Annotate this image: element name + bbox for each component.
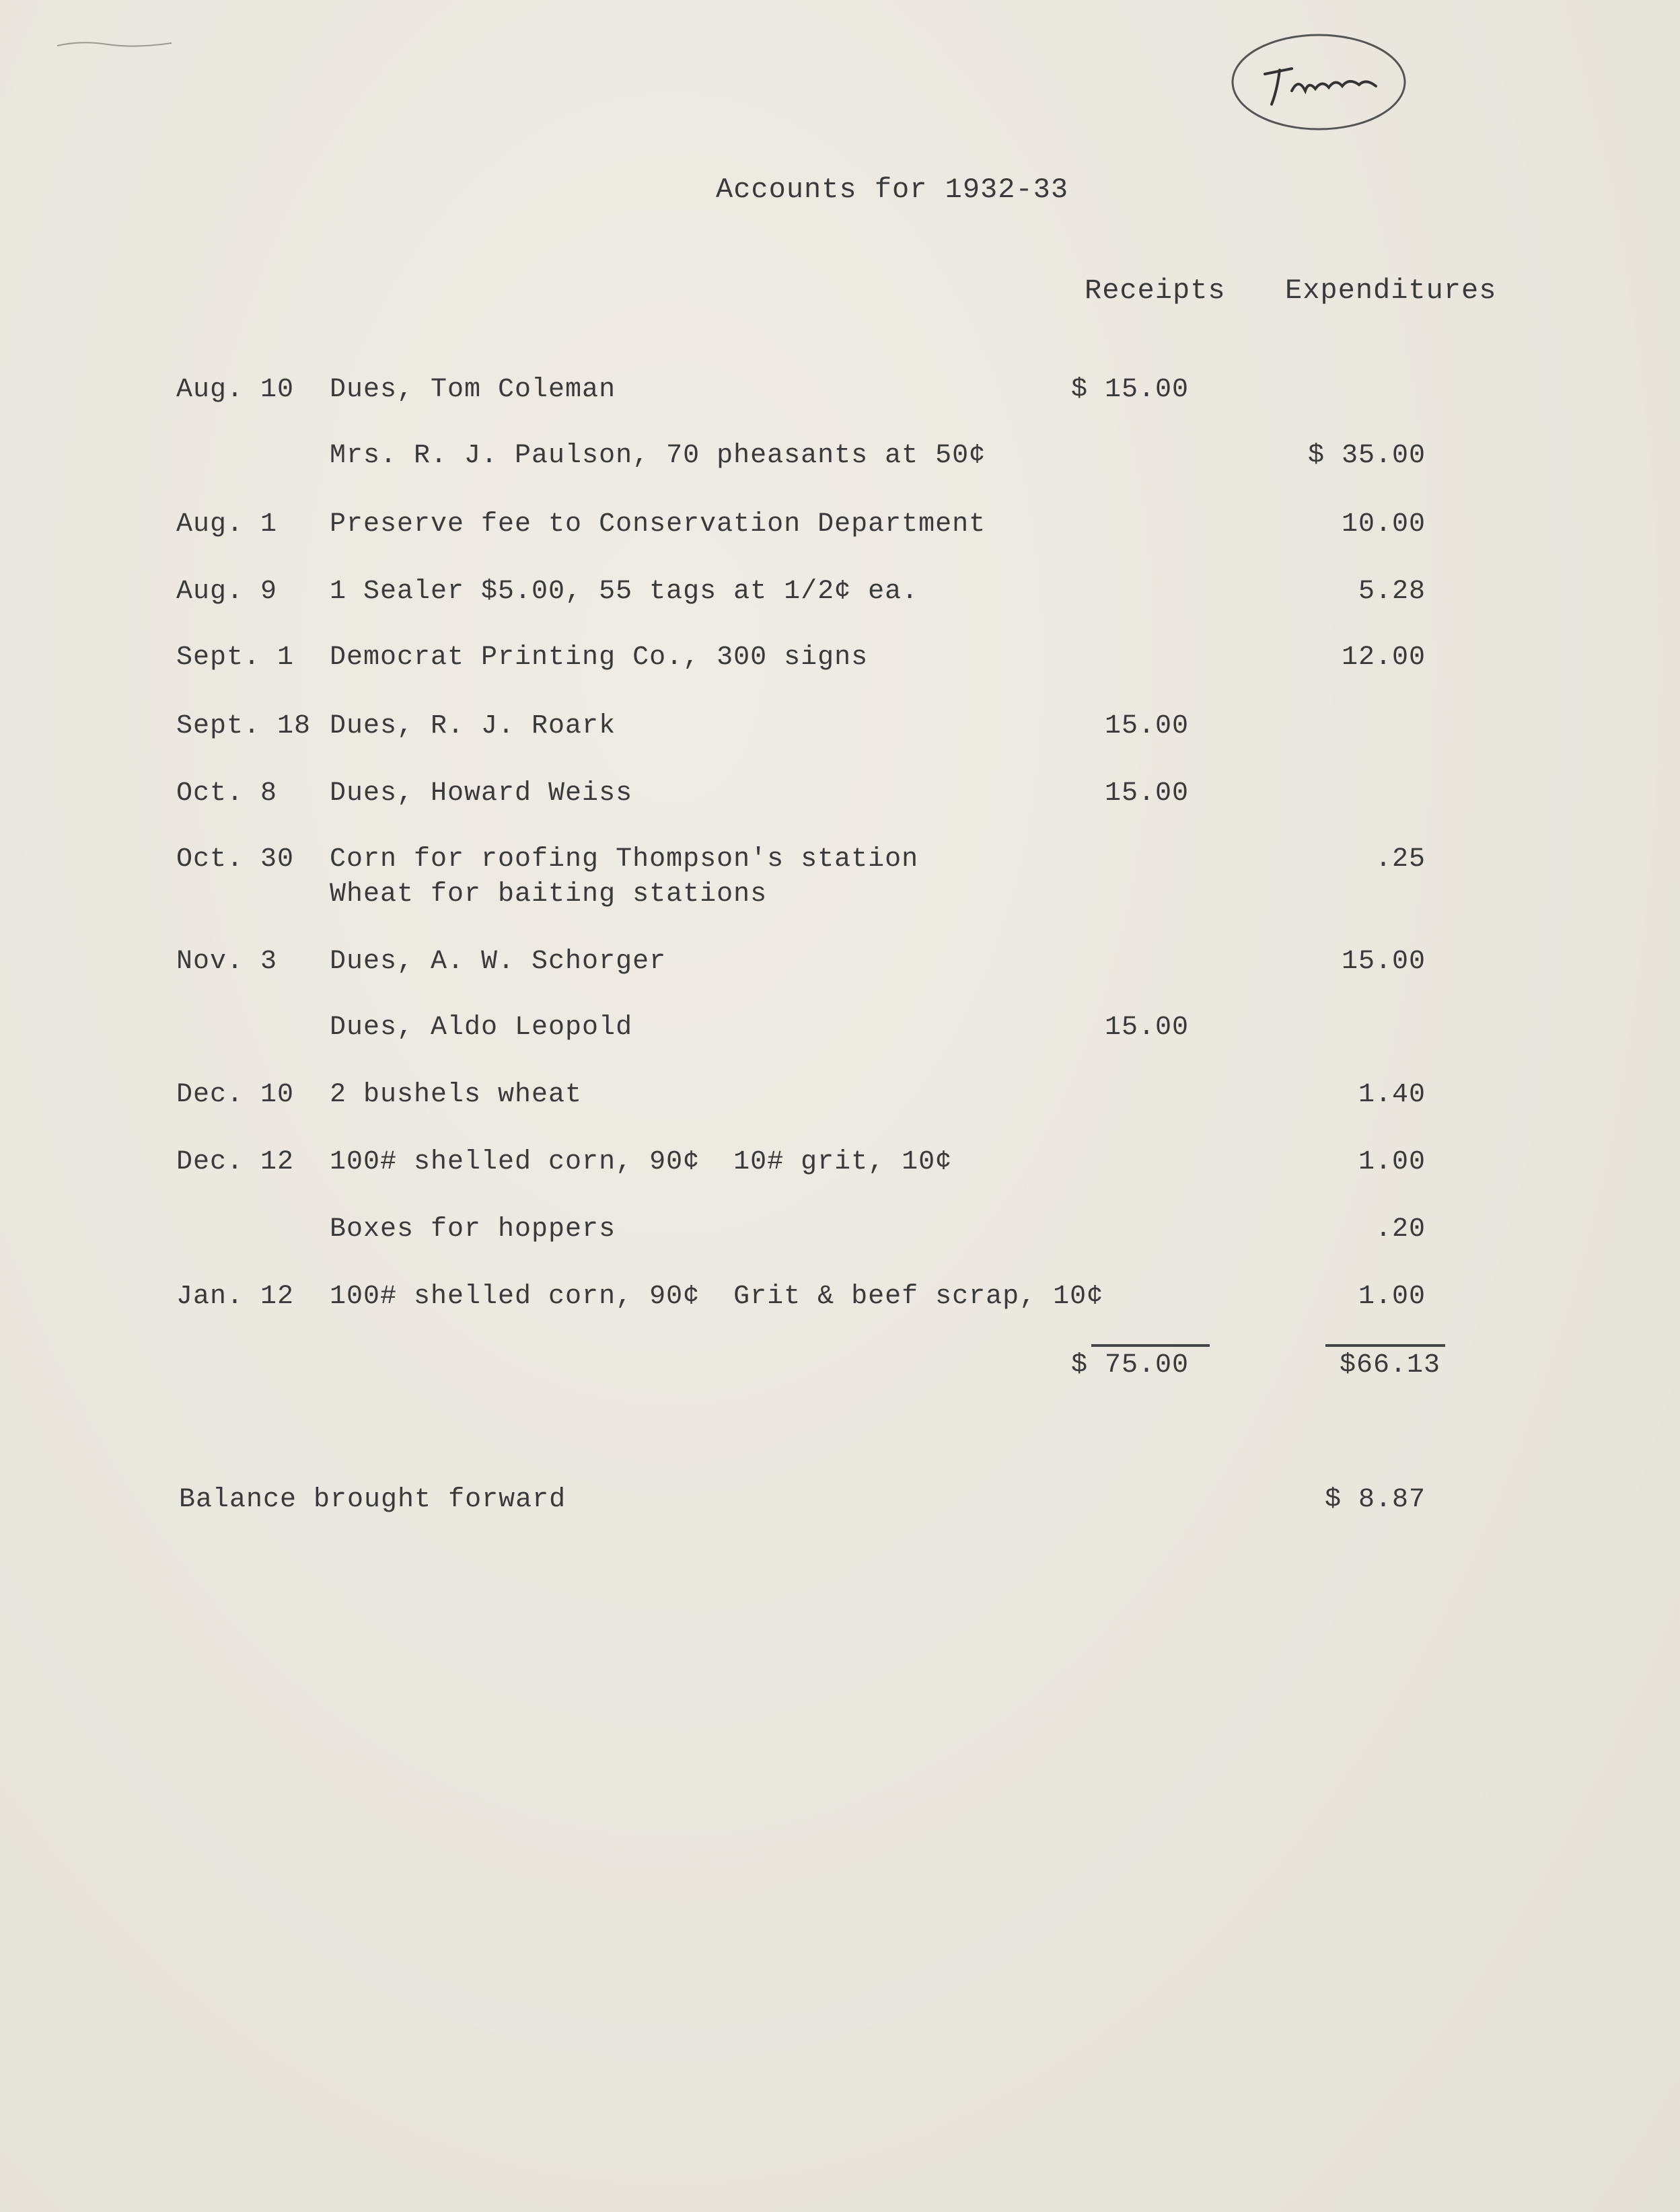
entry-date: Nov. 3 (176, 947, 278, 977)
ink-smudge (54, 38, 175, 51)
receipts-total-rule (1091, 1344, 1210, 1347)
entry-description: Democrat Printing Co., 300 signs (330, 642, 869, 673)
entry-description: Boxes for hoppers (330, 1214, 616, 1245)
balance-label: Balance brought forward (179, 1485, 567, 1515)
entry-description: 1 Sealer $5.00, 55 tags at 1/2¢ ea. (330, 577, 919, 607)
entry-date: Aug. 1 (176, 509, 278, 540)
document-title: Accounts for 1932-33 (716, 174, 1069, 206)
entry-expenditure: 10.00 (1341, 509, 1426, 540)
entry-expenditure: 1.40 (1358, 1080, 1426, 1110)
entry-description: Corn for roofing Thompson's station (330, 844, 919, 875)
entry-description: Mrs. R. J. Paulson, 70 pheasants at 50¢ (330, 441, 986, 471)
entry-date: Aug. 9 (176, 577, 278, 607)
entry-expenditure: .25 (1375, 844, 1426, 875)
entry-expenditure: $ 35.00 (1307, 441, 1426, 471)
entry-description: Dues, A. W. Schorger (330, 947, 667, 977)
entry-date: Sept. 1 (176, 642, 295, 673)
balance-value: $ 8.87 (1324, 1485, 1426, 1515)
entry-expenditure: 12.00 (1341, 642, 1426, 673)
entry-receipt: 15.00 (1104, 1012, 1189, 1043)
entry-expenditure: 1.00 (1358, 1147, 1426, 1177)
entry-receipt: 15.00 (1104, 778, 1189, 809)
expenditures-total: $66.13 (1339, 1350, 1440, 1380)
entry-date: Dec. 10 (176, 1080, 295, 1110)
entry-description: 100# shelled corn, 90¢ Grit & beef scrap, 10¢ (330, 1282, 1104, 1312)
entry-description-continued: Wheat for baiting stations (330, 879, 768, 910)
entry-expenditure: 5.28 (1358, 577, 1426, 607)
entry-expenditure: 1.00 (1358, 1282, 1426, 1312)
entry-description: Dues, Aldo Leopold (330, 1012, 633, 1043)
entry-date: Oct. 30 (176, 844, 295, 875)
entry-description: Preserve fee to Conservation Department (330, 509, 986, 540)
entry-expenditure: .20 (1375, 1214, 1426, 1245)
entry-date: Aug. 10 (176, 375, 295, 405)
entry-receipt: $ 15.00 (1070, 375, 1189, 405)
entry-description: 100# shelled corn, 90¢ 10# grit, 10¢ (330, 1147, 953, 1177)
entry-date: Jan. 12 (176, 1282, 295, 1312)
entry-date: Sept. 18 (176, 711, 312, 741)
entry-description: Dues, Tom Coleman (330, 375, 616, 405)
handwritten-note (1225, 27, 1413, 138)
receipts-total: $ 75.00 (1070, 1350, 1189, 1380)
entry-expenditure: 15.00 (1341, 947, 1426, 977)
expenditures-total-rule (1325, 1344, 1445, 1347)
receipts-header: Receipts (1085, 274, 1226, 307)
entry-description: Dues, Howard Weiss (330, 778, 633, 809)
entry-receipt: 15.00 (1104, 711, 1189, 741)
expenditures-header: Expenditures (1285, 274, 1497, 307)
entry-description: 2 bushels wheat (330, 1080, 583, 1110)
entry-date: Oct. 8 (176, 778, 278, 809)
entry-date: Dec. 12 (176, 1147, 295, 1177)
entry-description: Dues, R. J. Roark (330, 711, 616, 741)
